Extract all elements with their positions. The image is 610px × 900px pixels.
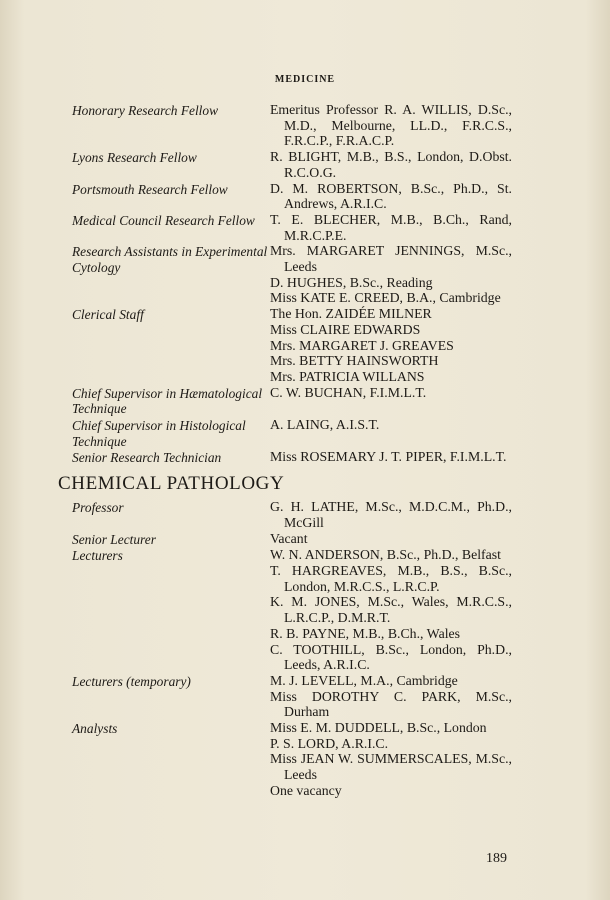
staff-row <box>72 547 512 673</box>
staff-row <box>72 531 512 548</box>
staff-entry: Vacant <box>270 530 308 546</box>
position-label: Clerical Staff <box>72 307 144 323</box>
staff-row <box>72 385 512 417</box>
position-label: Honorary Research Fellow <box>72 103 219 118</box>
position-label: Analysts <box>72 721 118 737</box>
staff-row <box>72 673 512 720</box>
staff-row <box>72 243 512 306</box>
staff-names <box>270 181 512 212</box>
staff-entry: The Hon. ZAIDÉE MILNER <box>270 306 432 322</box>
staff-names <box>270 243 512 306</box>
staff-entry: Mrs. MARGARET JENNINGS, M.Sc., Leeds <box>270 243 512 275</box>
staff-list <box>58 102 512 799</box>
position-label: Lyons Research Fellow <box>72 150 197 166</box>
staff-entry: R. B. PAYNE, M.B., B.Ch., Wales <box>270 625 461 641</box>
staff-names <box>270 531 512 548</box>
staff-entry: M. J. LEVELL, M.A., Cambridge <box>270 672 458 688</box>
staff-row <box>72 449 512 466</box>
staff-row <box>72 499 512 530</box>
staff-names <box>270 417 512 449</box>
staff-entry: T. HARGREAVES, M.B., B.S., B.Sc., London, M.R.C.S., L.R.C.P. <box>270 562 512 594</box>
staff-entry: Miss ROSEMARY J. T. PIPER, F.I.M.L.T. <box>270 449 507 465</box>
staff-entry: D. HUGHES, B.Sc., Reading <box>270 274 433 290</box>
staff-entry: Miss KATE E. CREED, B.A., Cambridge <box>270 290 501 306</box>
staff-row <box>72 181 512 212</box>
position-label: Lecturers <box>72 548 123 564</box>
staff-entry: Mrs. MARGARET J. GREAVES <box>270 337 454 353</box>
position-label: Portsmouth Research Fellow <box>72 181 228 197</box>
position-label: Senior Lecturer <box>72 531 156 547</box>
staff-row <box>72 212 512 243</box>
staff-entry: Mrs. BETTY HAINSWORTH <box>270 353 439 369</box>
staff-names <box>270 720 512 799</box>
position-label: Medical Council Research Fellow <box>72 212 255 228</box>
position-label: Chief Supervisor in Histological Technique <box>72 418 246 449</box>
staff-names <box>270 449 512 466</box>
staff-row <box>72 417 512 449</box>
staff-row <box>72 306 512 385</box>
position-label: Professor <box>72 500 124 516</box>
staff-entry: One vacancy <box>270 782 342 798</box>
staff-entry: Mrs. PATRICIA WILLANS <box>270 368 425 384</box>
chemical-pathology-staff-list <box>72 499 512 798</box>
staff-entry: A. LAING, A.I.S.T. <box>270 417 380 433</box>
running-header: MEDICINE <box>274 74 336 85</box>
staff-names <box>270 149 512 180</box>
staff-entry: K. M. JONES, M.Sc., Wales, M.R.C.S., L.R.C.P., D.M.R.T. <box>270 594 512 626</box>
position-label: Chief Supervisor in Hæmatological Technique <box>72 385 263 417</box>
staff-entry: R. BLIGHT, M.B., B.S., London, D.Obst. R.C.O.G. <box>270 149 512 180</box>
staff-names <box>270 499 512 530</box>
staff-entry: W. N. ANDERSON, B.Sc., Ph.D., Belfast <box>270 547 501 563</box>
position-label: Lecturers (temporary) <box>72 673 191 689</box>
staff-row <box>72 720 512 799</box>
position-label: Senior Research Technician <box>72 450 222 466</box>
position-label: Research Assistants in Experimental Cytology <box>72 244 268 276</box>
staff-names <box>270 547 512 673</box>
page-number: 189 <box>486 851 507 866</box>
staff-names <box>270 673 512 720</box>
staff-entry: D. M. ROBERTSON, B.Sc., Ph.D., St. Andrews, A.R.I.C. <box>270 180 512 212</box>
staff-entry: Miss JEAN W. SUMMERSCALES, M.Sc., Leeds <box>270 751 512 783</box>
staff-names <box>270 385 512 417</box>
staff-names <box>270 102 512 149</box>
staff-entry: P. S. LORD, A.R.I.C. <box>270 735 389 751</box>
medicine-staff-list <box>72 102 512 466</box>
staff-names <box>270 212 512 243</box>
staff-entry: Miss DOROTHY C. PARK, M.Sc., Durham <box>270 688 512 720</box>
staff-entry: Miss CLAIRE EDWARDS <box>270 321 421 337</box>
staff-entry: C. TOOTHILL, B.Sc., London, Ph.D., Leeds, A.R.I.C. <box>270 641 512 673</box>
staff-names <box>270 306 512 385</box>
section-title-chemical-pathology: CHEMICAL PATHOLOGY <box>58 473 285 495</box>
staff-row <box>72 102 512 149</box>
staff-entry: G. H. LATHE, M.Sc., M.D.C.M., Ph.D., McGill <box>270 499 512 530</box>
staff-entry: T. E. BLECHER, M.B., B.Ch., Rand, M.R.C.P.E. <box>270 211 512 243</box>
staff-entry: Miss E. M. DUDDELL, B.Sc., London <box>270 720 487 736</box>
staff-entry: C. W. BUCHAN, F.I.M.L.T. <box>270 384 427 400</box>
staff-entry: Emeritus Professor R. A. WILLIS, D.Sc., M.D., Melbourne, LL.D., F.R.C.S., F.R.C.P., F.R.A.C.P. <box>270 102 512 149</box>
staff-row <box>72 149 512 180</box>
